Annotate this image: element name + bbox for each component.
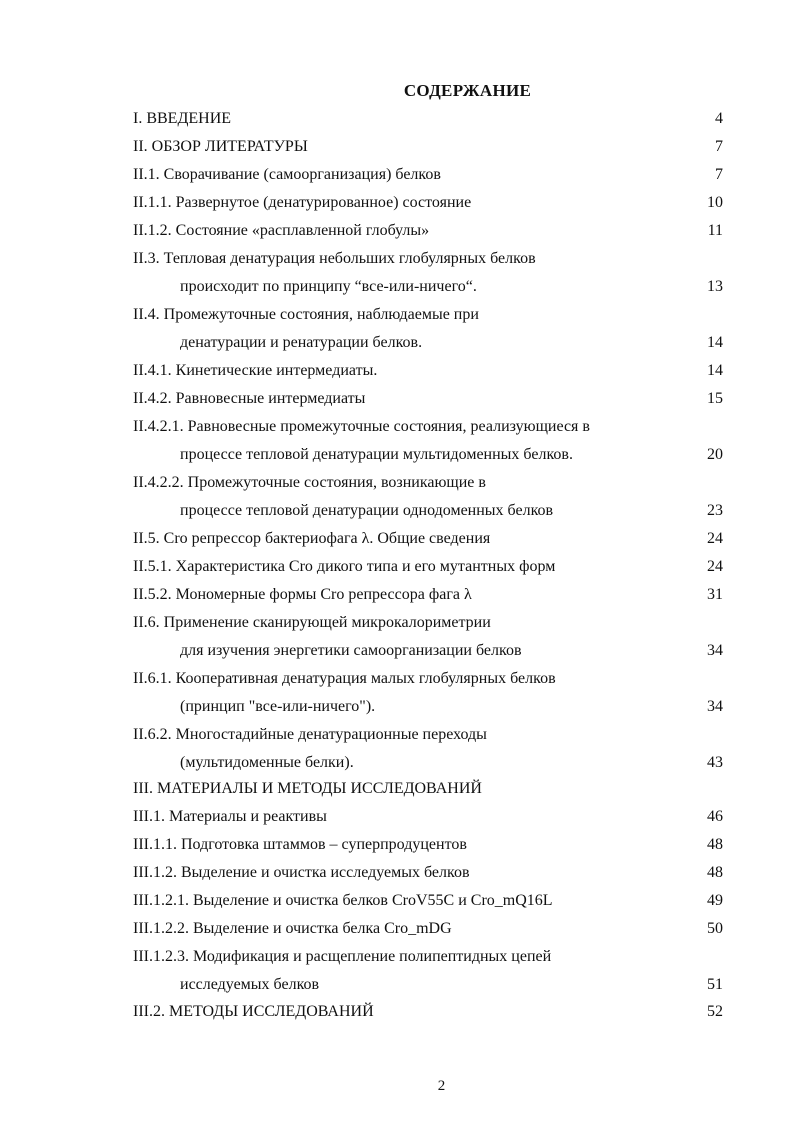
- toc-entry-text: II.4.2. Равновесные интермедиаты: [133, 390, 366, 407]
- toc-entry: [133, 247, 723, 271]
- toc-entry-page: 4: [715, 110, 723, 127]
- page-number: 2: [437, 1078, 446, 1094]
- toc-entry-page: 7: [715, 166, 723, 183]
- toc-entry-page: 43: [707, 754, 723, 771]
- toc-entry-page: 10: [707, 194, 723, 211]
- toc-entry-text: для изучения энергетики самоорганизации белков: [180, 642, 522, 659]
- toc-entry: [180, 331, 723, 355]
- toc-entry: [133, 359, 723, 383]
- toc-entry-text: II.4. Промежуточные состояния, наблюдаемые при: [133, 306, 479, 323]
- toc-entry: [133, 861, 723, 885]
- page-title: СОДЕРЖАНИЕ: [403, 81, 532, 100]
- toc-entry-text: I. ВВЕДЕНИЕ: [133, 110, 232, 127]
- toc-entry-page: 46: [707, 808, 723, 825]
- toc-entry-text: III.1.2.2. Выделение и очистка белка Cro_mDG: [133, 920, 452, 937]
- toc-entry: [133, 387, 723, 411]
- toc-entry-text: III.1.2. Выделение и очистка исследуемых белков: [133, 864, 470, 881]
- toc-entry-page: 14: [707, 362, 723, 379]
- toc-entry: [180, 639, 723, 663]
- toc-entry-text: II.1.2. Состояние «расплавленной глобулы»: [133, 222, 430, 239]
- toc-entry: [133, 667, 723, 691]
- toc-entry-text: II.4.2.2. Промежуточные состояния, возникающие в: [133, 474, 486, 491]
- toc-entry-page: 34: [707, 642, 723, 659]
- toc-entry-text: III.1.2.3. Модификация и расщепление полипептидных цепей: [133, 948, 552, 965]
- toc-entry-text: (принцип "все-или-ничего").: [180, 698, 376, 715]
- toc-entry-text: II.1.1. Развернутое (денатурированное) состояние: [133, 194, 472, 211]
- toc-entry: [133, 723, 723, 747]
- toc-entry-text: (мультидоменные белки).: [180, 754, 354, 771]
- toc-entry-text: денатурации и ренатурации белков.: [180, 334, 423, 351]
- toc-entry: [133, 583, 723, 607]
- toc-entry: [180, 275, 723, 299]
- toc-entry-text: исследуемых белков: [180, 976, 320, 993]
- toc-entry: [133, 219, 723, 243]
- toc-entry-page: 24: [707, 530, 723, 547]
- toc-entry-text: II.5.1. Характеристика Cro дикого типа и его мутантных форм: [133, 558, 556, 575]
- toc-entry: [133, 303, 723, 327]
- toc-entry: [180, 751, 723, 775]
- toc-entry: [133, 945, 723, 969]
- toc-entry-text: II.6.1. Кооперативная денатурация малых глобулярных белков: [133, 670, 556, 687]
- toc-entry-page: 13: [707, 278, 723, 295]
- toc-entry-page: 11: [707, 222, 723, 239]
- toc-entry-text: III.2. МЕТОДЫ ИССЛЕДОВАНИЙ: [133, 1003, 374, 1020]
- toc-entry-text: II.6. Применение сканирующей микрокалориметрии: [133, 614, 491, 631]
- toc-entry-text: III. МАТЕРИАЛЫ И МЕТОДЫ ИССЛЕДОВАНИЙ: [133, 780, 482, 797]
- toc-entry-page: 48: [707, 864, 723, 881]
- toc-entry: [180, 695, 723, 719]
- toc-entry-text: происходит по принципу “все-или-ничего“.: [180, 278, 477, 295]
- toc-entry-page: 14: [707, 334, 723, 351]
- toc-entry: [133, 917, 723, 941]
- toc-entry-text: II.6.2. Многостадийные денатурационные переходы: [133, 726, 487, 743]
- toc-entry: [180, 443, 723, 467]
- toc-entry: [133, 191, 723, 215]
- toc-entry-text: II.5.2. Мономерные формы Cro репрессора фага λ: [133, 586, 472, 603]
- toc-entry-page: 50: [707, 920, 723, 937]
- toc-entry-text: II.4.1. Кинетические интермедиаты.: [133, 362, 378, 379]
- toc-entry: [133, 527, 723, 551]
- toc-entry: [133, 833, 723, 857]
- toc-entry-page: 7: [715, 138, 723, 155]
- toc-entry: [180, 973, 723, 997]
- toc-entry-text: II. ОБЗОР ЛИТЕРАТУРЫ: [133, 138, 308, 155]
- toc-entry: [133, 471, 723, 495]
- toc-entry-page: 51: [707, 976, 723, 993]
- toc-entry-page: 23: [707, 502, 723, 519]
- toc-entry-page: 15: [707, 390, 723, 407]
- toc-entry-text: II.4.2.1. Равновесные промежуточные состояния, реализующиеся в: [133, 418, 590, 435]
- toc-entry-text: III.1. Материалы и реактивы: [133, 808, 327, 825]
- toc-entry-page: 31: [707, 586, 723, 603]
- toc-entry: [133, 107, 723, 131]
- toc-entry: [133, 611, 723, 635]
- toc-entry-page: 49: [707, 892, 723, 909]
- toc-entry: [180, 499, 723, 523]
- toc-entry: [133, 777, 723, 801]
- toc-entry-text: процессе тепловой денатурации мультидоменных белков.: [180, 446, 573, 463]
- toc-entry-page: 34: [707, 698, 723, 715]
- toc-entry-text: II.1. Сворачивание (самоорганизация) белков: [133, 166, 441, 183]
- toc-entry: [133, 415, 723, 439]
- toc-entry-text: II.3. Тепловая денатурация небольших глобулярных белков: [133, 250, 536, 267]
- toc-entry-text: III.1.1. Подготовка штаммов – суперпродуцентов: [133, 836, 467, 853]
- toc-entry-text: процессе тепловой денатурации однодоменных белков: [180, 502, 554, 519]
- toc-entry: [133, 135, 723, 159]
- toc-entry-page: 52: [707, 1003, 723, 1020]
- toc-entry: [133, 1000, 723, 1024]
- toc-entry: [133, 555, 723, 579]
- toc-entry-text: II.5. Cro репрессор бактериофага λ. Общие сведения: [133, 530, 491, 547]
- toc-entry: [133, 889, 723, 913]
- toc-entry-page: 20: [707, 446, 723, 463]
- toc-entry: [133, 805, 723, 829]
- toc-entry-page: 24: [707, 558, 723, 575]
- toc-entry-page: 48: [707, 836, 723, 853]
- toc-entry: [133, 163, 723, 187]
- toc-entry-text: III.1.2.1. Выделение и очистка белков CroV55C и Cro_mQ16L: [133, 892, 553, 909]
